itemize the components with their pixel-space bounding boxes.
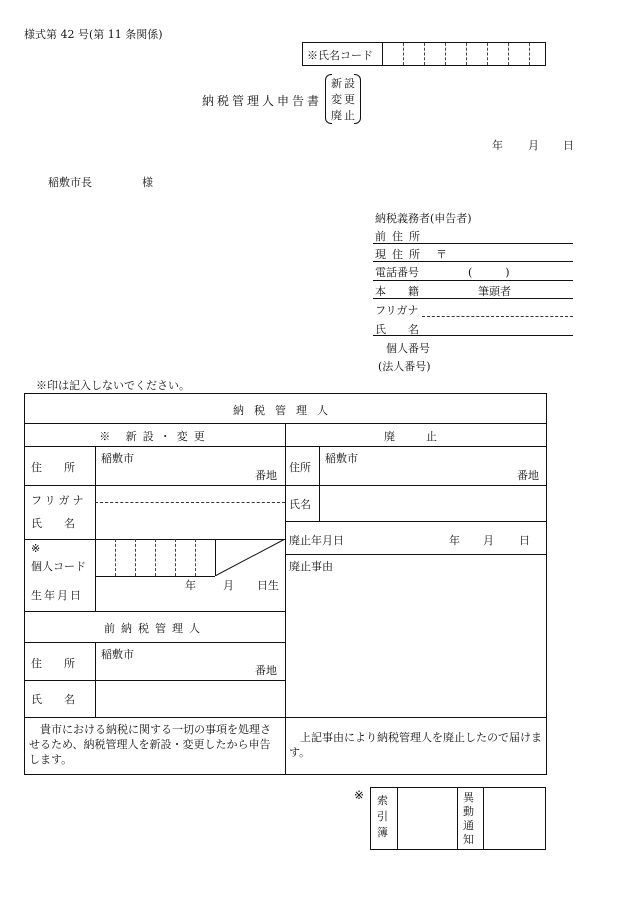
filer-name-label: 氏 名 [375, 323, 419, 336]
date-day: 日 [563, 139, 574, 152]
abolish-reason-label: 廃止事由 [289, 560, 333, 573]
bottom-mark: ※ [354, 788, 365, 802]
personal-code-label: 個人コード [31, 560, 86, 573]
bottom-box [370, 787, 546, 850]
date-month: 月 [528, 139, 539, 152]
filer-phone-parens: ( ) [468, 266, 510, 279]
name-label: 氏 名 [31, 517, 75, 530]
table-title: 納税管理人 [233, 404, 338, 417]
filer-head-label: 筆頭者 [478, 285, 511, 298]
filer-personal-number-label: 個人番号 [386, 342, 430, 355]
new-change-header: ※ 新設・変更 [99, 430, 211, 443]
right-address-lot: 番地 [517, 469, 539, 482]
abolish-header: 廃 止 [384, 430, 447, 443]
filer-phone-label: 電話番号 [375, 266, 419, 279]
birth-year: 年 [185, 579, 196, 592]
filer-heading: 納税義務者(申告者) [375, 212, 472, 225]
prev-address-city[interactable]: 稲敷市 [101, 648, 134, 661]
personal-code-mark: ※ [31, 542, 41, 555]
filer-domicile-label: 本 籍 [375, 285, 419, 298]
address-lot: 番地 [255, 469, 277, 482]
address-city[interactable]: 稲敷市 [101, 452, 134, 465]
abolish-day: 日 [519, 534, 530, 547]
birth-label: 生年月日 [31, 589, 83, 602]
abolish-month: 月 [483, 534, 494, 547]
name-code-label: ※氏名コード [307, 49, 373, 62]
right-name-label: 氏名 [289, 498, 311, 511]
main-table [24, 393, 547, 775]
declaration-right: 上記事由により納税管理人を廃止したので届けます。 [289, 731, 542, 759]
address-label: 住 所 [31, 461, 75, 474]
filer-prev-address-label: 前住所 [375, 230, 426, 243]
filer-corporate-number-label: (法人番号) [378, 360, 431, 373]
option-new-change-2: 変更 [331, 93, 357, 106]
bracket-options [325, 74, 361, 124]
form-number: 様式第 42 号(第 11 条関係) [24, 28, 163, 41]
code-diagonal [215, 539, 285, 576]
filer-curr-address-label: 現住所 [375, 248, 426, 261]
postal-mark: 〒 [436, 248, 447, 261]
birth-month: 月 [223, 579, 234, 592]
date-year: 年 [492, 139, 503, 152]
index-label: 索引簿 [377, 794, 388, 839]
filer-furigana-label: フリガナ [375, 304, 419, 317]
right-address-label: 住所 [289, 461, 311, 474]
form-title: 納税管理人申告書 [202, 94, 323, 108]
abolish-year: 年 [449, 534, 460, 547]
declaration-left: 貴市における納税に関する一切の事項を処理させるため、納税管理人を新設・変更したから申告します。 [29, 723, 271, 766]
abolish-date-label: 廃止年月日 [289, 534, 344, 547]
furigana-label: フリガナ [31, 494, 87, 507]
prev-manager-header: 前納税管理人 [104, 622, 206, 635]
name-code-box[interactable] [302, 42, 546, 66]
prev-address-lot: 番地 [255, 664, 277, 677]
addressee-office: 稲敷市長 [48, 176, 92, 189]
prev-address-label: 住 所 [31, 657, 75, 670]
right-address-city[interactable]: 稲敷市 [325, 452, 358, 465]
prev-name-label: 氏 名 [31, 693, 75, 706]
option-abolish: 廃止 [331, 109, 357, 122]
option-new-change-1: 新設 [331, 77, 357, 90]
addressee-honorific: 様 [142, 176, 153, 189]
change-notice-label: 異動通知 [463, 791, 474, 846]
note-text: ※印は記入しないでください。 [36, 379, 190, 392]
birth-day: 日生 [257, 579, 279, 592]
